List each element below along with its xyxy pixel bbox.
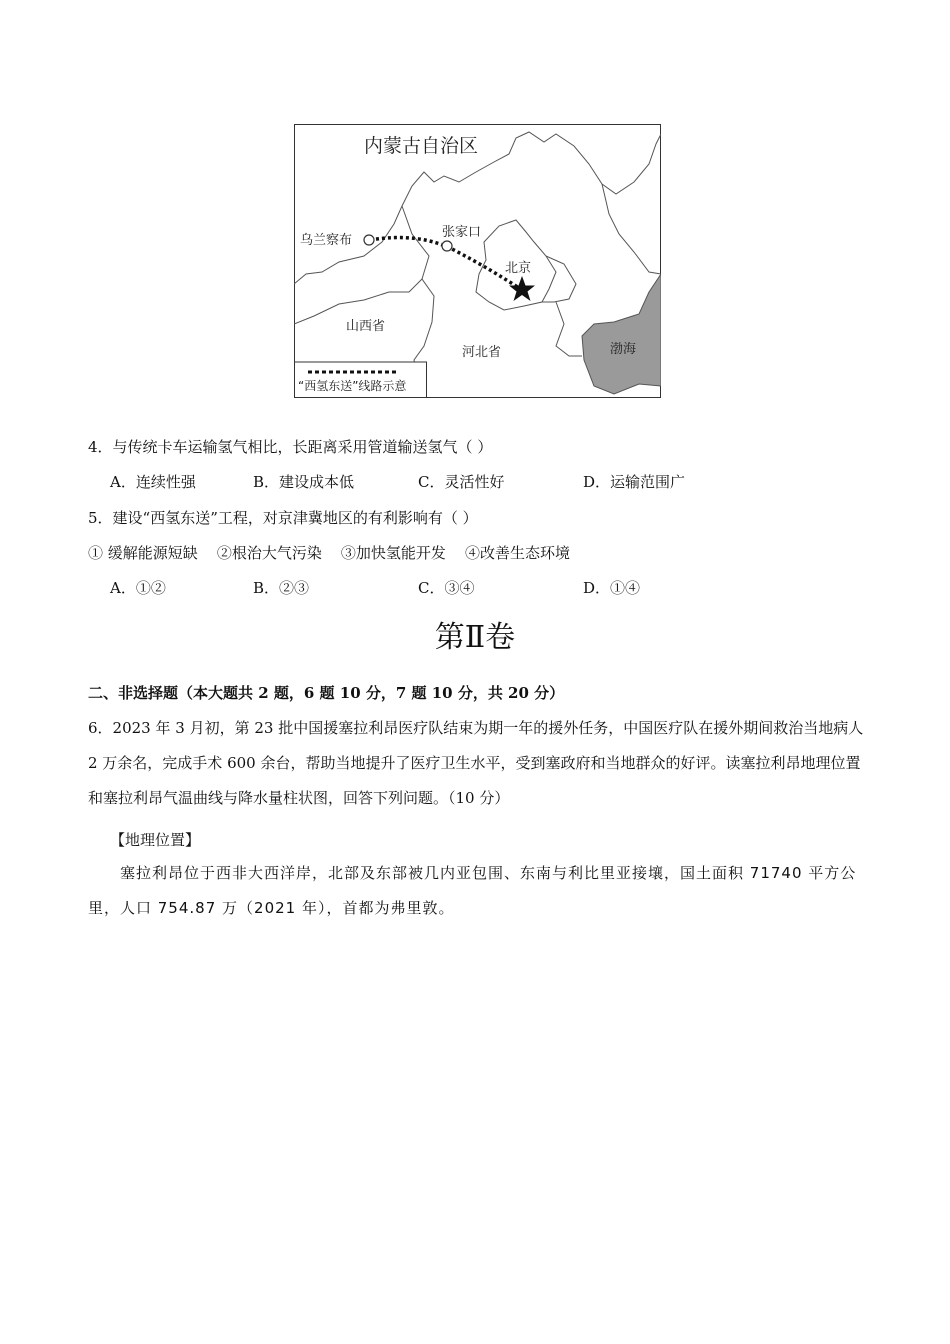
label-inner-mongolia: 内蒙古自治区 xyxy=(364,135,479,157)
label-ulanqab: 乌兰察布 xyxy=(300,233,353,248)
q4-option-d[interactable]: D．运输范围广 xyxy=(583,473,686,491)
section-title: 第Ⅱ卷 xyxy=(434,620,516,655)
route-map xyxy=(294,124,661,398)
section-heading: 二、非选择题（本大题共 2 题，6 题 10 分，7 题 10 分，共 20 分） xyxy=(88,684,565,702)
q4-option-a[interactable]: A．连续性强 xyxy=(110,473,196,491)
q5-option-b[interactable]: B．②③ xyxy=(253,579,310,597)
label-beijing: 北京 xyxy=(505,261,532,276)
label-bohai: 渤海 xyxy=(610,342,637,357)
q5-statements: ① 缓解能源短缺 ②根治大气污染 ③加快氢能开发 ④改善生态环境 xyxy=(88,544,570,562)
q4-option-b[interactable]: B．建设成本低 xyxy=(253,473,355,491)
q5-option-d[interactable]: D．①④ xyxy=(583,579,641,597)
label-shanxi: 山西省 xyxy=(346,319,386,334)
zhangjiakou-marker xyxy=(442,241,452,251)
q5-stem: 5．建设“西氢东送”工程，对京津冀地区的有利影响有（ ） xyxy=(88,509,478,527)
q5-option-a[interactable]: A．①② xyxy=(110,579,166,597)
q4-stem: 4．与传统卡车运输氢气相比，长距离采用管道输送氢气（ ） xyxy=(88,438,493,456)
q4-option-c[interactable]: C．灵活性好 xyxy=(418,473,505,491)
q6-location-text: 塞拉利昂位于西非大西洋岸，北部及东部被几内亚包围、东南与利比里亚接壤，国土面积 71740 平方公里，人口 754.87 万（2021 年），首都为弗里敦。 xyxy=(88,864,857,917)
map-svg xyxy=(294,124,661,398)
q6-subheading: 【地理位置】 xyxy=(110,831,201,849)
q5-option-c[interactable]: C．③④ xyxy=(418,579,475,597)
q6-text: 6．2023 年 3 月初，第 23 批中国援塞拉利昂医疗队结束为期一年的援外任务，中国医疗队在援外期间救治当地病人 2 万余名，完成手术 600 余台，帮助当地提升了医疗卫生水平，受到塞政府和当地群众的好评。读塞拉利昂地理位置和塞拉利昂气温曲线与降水量柱状图，回答下列问题。（10 分） xyxy=(88,719,864,807)
label-zhangjiakou: 张家口 xyxy=(442,225,482,240)
legend-label: “西氢东送”线路示意 xyxy=(298,379,407,393)
label-hebei: 河北省 xyxy=(462,345,502,360)
ulanqab-marker xyxy=(364,235,374,245)
